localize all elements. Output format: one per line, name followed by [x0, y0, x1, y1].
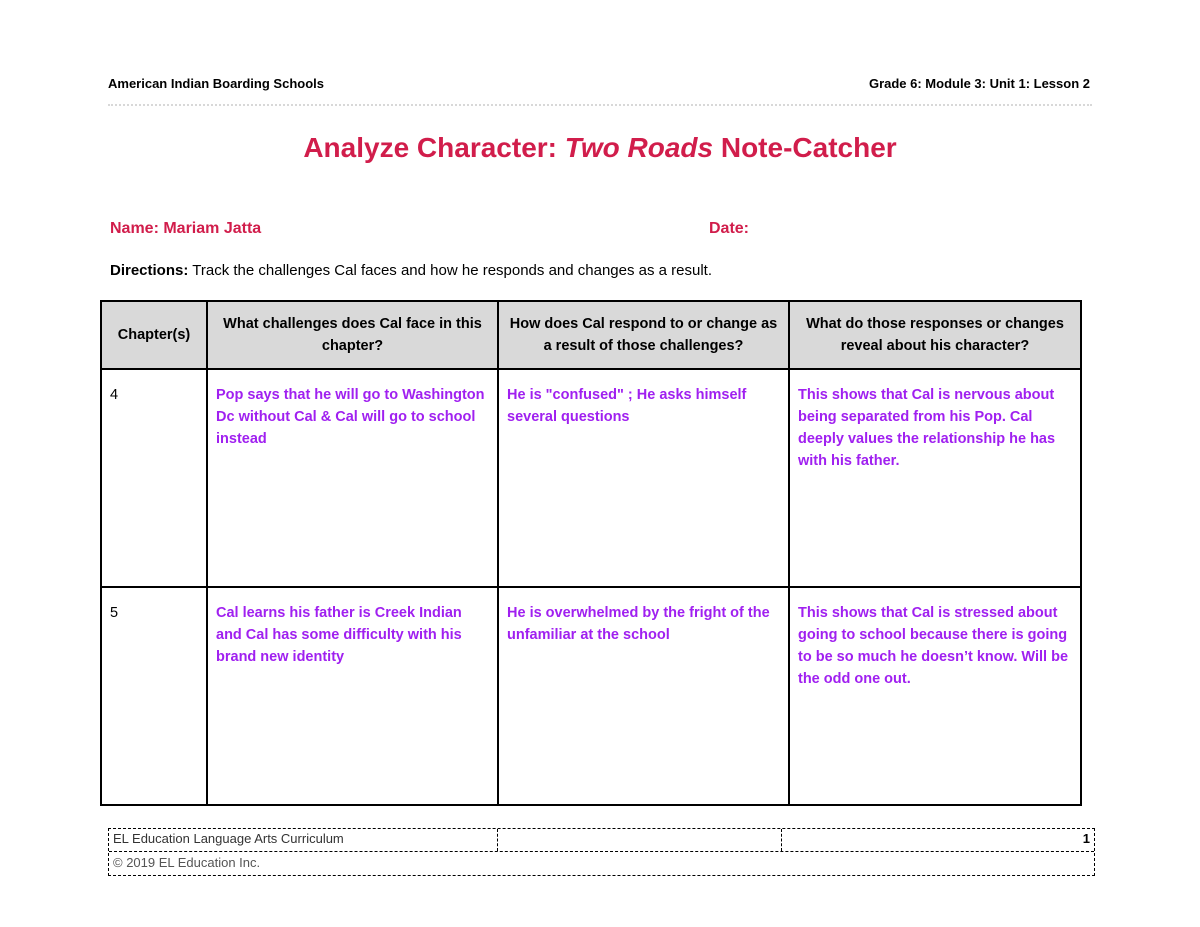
title-prefix: Analyze Character: [303, 132, 565, 163]
response-cell[interactable]: He is "confused" ; He asks himself several questions [498, 369, 789, 587]
footer-copyright: © 2019 EL Education Inc. [113, 855, 261, 870]
chapter-cell[interactable]: 5 [101, 587, 207, 805]
directions-text: Track the challenges Cal faces and how he responds and changes as a result. [188, 262, 713, 279]
header-divider [108, 104, 1092, 106]
directions [110, 262, 712, 279]
page-title [0, 132, 1200, 164]
header-chapters: Chapter(s) [101, 301, 207, 369]
directions-label: Directions: [110, 262, 189, 279]
reveal-cell[interactable]: This shows that Cal is nervous about being separated from his Pop. Cal deeply values the relationship he has with his father. [789, 369, 1081, 587]
challenge-cell[interactable]: Cal learns his father is Creek Indian and Cal has some difficulty with his brand new identity [207, 587, 498, 805]
title-suffix: Note-Catcher [713, 132, 897, 163]
page-number: 1 [1082, 831, 1090, 846]
reveal-cell[interactable]: This shows that Cal is stressed about going to school because there is going to be so much he doesn’t know. Will be the odd one out. [789, 587, 1081, 805]
header-responses: How does Cal respond to or change as a result of those challenges? [498, 301, 789, 369]
chapter-cell[interactable]: 4 [101, 369, 207, 587]
header-lesson-label: Grade 6: Module 3: Unit 1: Lesson 2 [868, 76, 1090, 91]
challenge-cell[interactable]: Pop says that he will go to Washington Dc without Cal & Cal will go to school instead [207, 369, 498, 587]
header-challenges: What challenges does Cal face in this chapter? [207, 301, 498, 369]
header-unit-title: American Indian Boarding Schools [108, 76, 324, 91]
header-reveal: What do those responses or changes reveal about his character? [789, 301, 1081, 369]
table-row [101, 587, 1081, 805]
footer-divider [781, 829, 782, 851]
page-footer [108, 828, 1095, 876]
note-catcher-table [100, 300, 1082, 806]
student-name[interactable]: Name: Mariam Jatta [110, 220, 262, 237]
footer-curriculum: EL Education Language Arts Curriculum [113, 831, 344, 846]
table-row [101, 369, 1081, 587]
response-cell[interactable]: He is overwhelmed by the fright of the unfamiliar at the school [498, 587, 789, 805]
title-book-name: Two Roads [564, 132, 714, 163]
table-header-row [101, 301, 1081, 369]
date-field[interactable]: Date: [709, 220, 750, 237]
footer-divider [497, 829, 498, 851]
